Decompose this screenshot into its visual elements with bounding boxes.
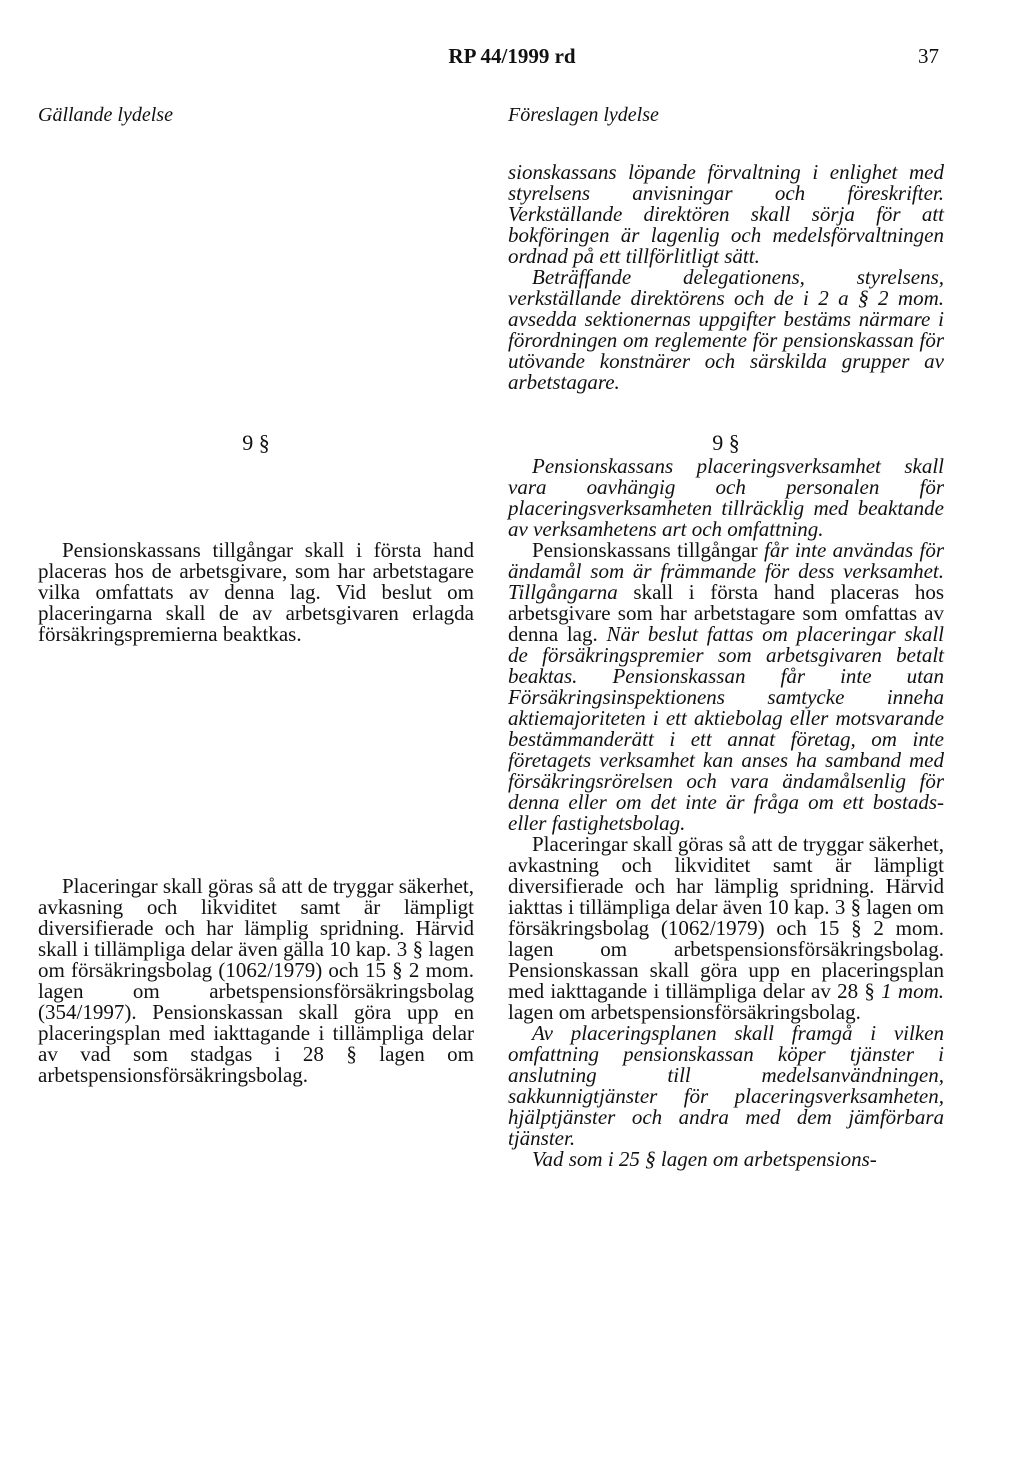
right-para5-text: Vad som i 25 § lagen om arbetspensions-	[532, 1147, 877, 1171]
left-paragraph-1	[38, 540, 474, 645]
right-para2	[508, 540, 944, 834]
right-para2-b: får inte användas för ändamål som är främmande för dess verksamhet. Tillgångarna	[508, 538, 945, 604]
right-intro1-text: sionskassans löpande förvaltning i enlighet med styrelsens anvisningar och föreskrifter. Verkställande direktören skall sörja för att bokföringen är lagenlig och medelsförvaltningen ordnad på ett tillförlitligt sätt.	[508, 160, 944, 268]
right-para1-text: Pensionskassans placeringsverksamhet skall vara oavhängig och personalen för placeringsverksamheten tillräcklig med beaktande av verksamhetens art och omfattning.	[508, 454, 944, 541]
right-para2-d: När beslut fattas om placeringar skall de försäkringspremier som arbetsgivaren betalt beaktas. Pensionskassan får inte utan Försäkringsinspektionens samtycke inneha aktiemajoriteten i ett aktiebolag eller motsvarande bestämmanderätt i ett annat företag, om inte företagets verksamhet kan anses ha samband med försäkringsrörelsen och vara ändamålsenlig för denna eller om det inte är fråga om ett bostads- eller fastighetsbolag.	[508, 622, 945, 835]
right-para4-text: Av placeringsplanen skall framgå i vilken omfattning pensionskassan köper tjänster i anslutning till medelsanvändningen, sakkunnigtjänster för placeringsverksamheten, hjälptjänster och andra med dem jämförbara tjänster.	[508, 1021, 944, 1150]
right-para3-c: lagen om arbetspensionsförsäkringsbolag.	[508, 1000, 861, 1024]
right-body	[508, 456, 944, 1170]
right-para3-a: Placeringar skall göras så att de tryggar säkerhet, avkastning och likviditet samt är lämpligt diversifierade och har lämplig spridning. Härvid iakttas i tillämpliga delar även 10 kap. 3 § lagen om försäkringsbolag (1062/1979) och 15 § 2 mom. lagen om arbetspensionsförsäkringsbolag. Pensionskassan skall göra upp en placeringsplan med iakttagande i tillämpliga delar av 28 §	[508, 832, 944, 1003]
left-para1-text: Pensionskassans tillgångar skall i första hand placeras hos de arbetsgivare, som har arbetstagare vilka omfattats av denna lag. Vid beslut om placeringarna skall de av arbetsgivaren erlagda försäkringspremierna beaktkas.	[38, 538, 474, 646]
right-para2-c: skall i första hand placeras hos arbetsgivare som har arbetstagare som omfattas av denna lag.	[508, 580, 944, 646]
right-column-heading: Föreslagen lydelse	[508, 104, 659, 126]
left-para2-text: Placeringar skall göras så att de tryggar säkerhet, avkasning och likviditet samt är lämpligt diversifierade och har lämplig spridning. Härvid skall i tillämpliga delar även gälla 10 kap. 3 § lagen om försäkringsbolag (1062/1979) och 15 § 2 mom. lagen om arbetspensionsförsäkringsbolag (354/1997). Pensionskassan skall göra upp en placeringsplan med iakttagande i tillämpliga delar av vad som stadgas i 28 § lagen om arbetspensionsförsäkringsbolag.	[38, 874, 474, 1087]
right-section-label: 9 §	[712, 430, 740, 455]
right-para3-b: 1 mom.	[881, 979, 944, 1003]
left-paragraph-2	[38, 876, 474, 1086]
right-para3	[508, 834, 944, 1023]
right-para2-a: Pensionskassans tillgångar	[532, 538, 764, 562]
page-header-title: RP 44/1999 rd	[448, 44, 576, 68]
left-section-label: 9 §	[242, 430, 270, 455]
right-intro	[508, 162, 944, 393]
left-column-heading: Gällande lydelse	[38, 104, 173, 126]
page-number: 37	[918, 44, 939, 68]
right-intro2-text: Beträffande delegationens, styrelsens, verkställande direktörens och de i 2 a § 2 mom. avsedda sektionernas uppgifter bestäms närmare i förordningen om reglemente för pensionskassan för utövande konstnärer och särskilda grupper av arbetstagare.	[508, 265, 944, 394]
